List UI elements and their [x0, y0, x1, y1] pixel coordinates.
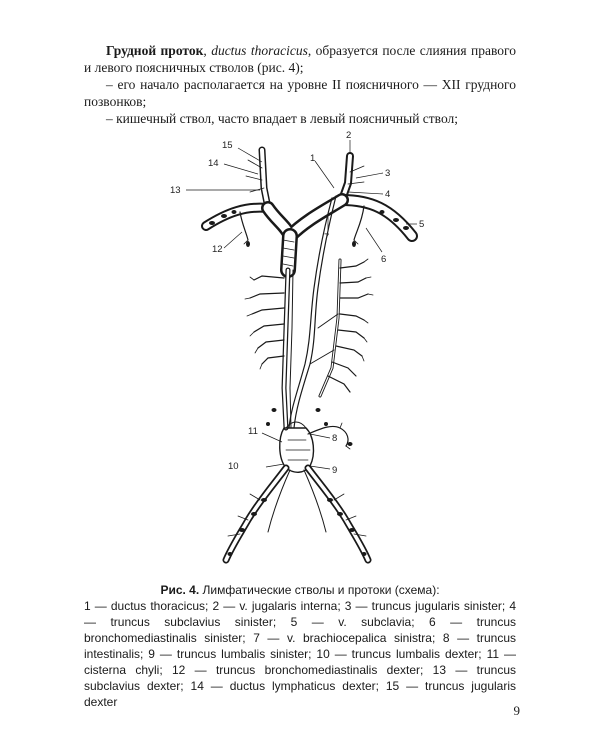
- label-3: 3: [385, 168, 391, 179]
- intro-term: Грудной проток: [106, 43, 204, 58]
- caption-prefix: Рис. 4.: [160, 583, 200, 597]
- label-8: 8: [332, 433, 338, 444]
- label-10: 10: [228, 461, 239, 472]
- caption-title-text: Лимфатические стволы и протоки (схема):: [199, 583, 440, 597]
- label-2: 2: [346, 130, 352, 141]
- bullet-2: – кишечный ствол, часто впадает в левый поясничный ствол;: [106, 111, 459, 126]
- lymph-nodes: [209, 210, 409, 556]
- figure-caption: [84, 582, 516, 710]
- intestinal-trunk: [308, 426, 348, 446]
- intro-latin: ductus thoracicus: [211, 43, 308, 58]
- body-text: [84, 42, 516, 127]
- intro-paragraph: Грудной проток, ductus thoracicus, образуется после слияния правого и левого поясничных стволов (рис. 4);: [84, 43, 516, 75]
- bronchomediastinal-left: [354, 206, 364, 240]
- label-13: 13: [170, 185, 181, 196]
- leader-lines: [186, 140, 417, 469]
- label-9: 9: [332, 465, 338, 476]
- label-4: 4: [385, 189, 391, 200]
- caption-title: [84, 582, 516, 598]
- label-6: 6: [381, 254, 387, 265]
- label-7: 7: [324, 232, 330, 243]
- label-15: 15: [222, 140, 233, 151]
- label-5: 5: [419, 219, 425, 230]
- label-11: 11: [248, 426, 258, 437]
- intro-rest: , образуется после слияния правого и левого поясничных стволов (рис. 4);: [84, 43, 516, 75]
- page-number: 9: [513, 703, 520, 718]
- intercostal-branches: [250, 262, 368, 392]
- label-1: 1: [310, 153, 316, 164]
- caption-legend: 1 — ductus thoracicus; 2 — v. jugalaris interna; 3 — truncus jugularis sinister; 4 — truncus subclavius sinister; 5 — v. subclavia; 6 — truncus bronchomediastinalis sinister; 7 — v. brachiocepalica sinistra; 8 — truncus intestinalis; 9 — truncus lumbalis sinister; 10 — truncus lumbalis dexter; 11 — cisterna chyli; 12 — truncus bronchomediastinalis dexter; 13 — truncus subclavius dexter; 14 — ductus lymphaticus dexter; 15 — truncus jugularis dexter: [84, 599, 516, 709]
- lymphatic-trunks-diagram: [150, 128, 450, 573]
- label-14: 14: [208, 158, 219, 169]
- bullet-1: – его начало располагается на уровне II поясничного — XII грудного позвонков;: [84, 77, 516, 109]
- label-12: 12: [212, 244, 223, 255]
- bronchomediastinal-right: [240, 212, 248, 240]
